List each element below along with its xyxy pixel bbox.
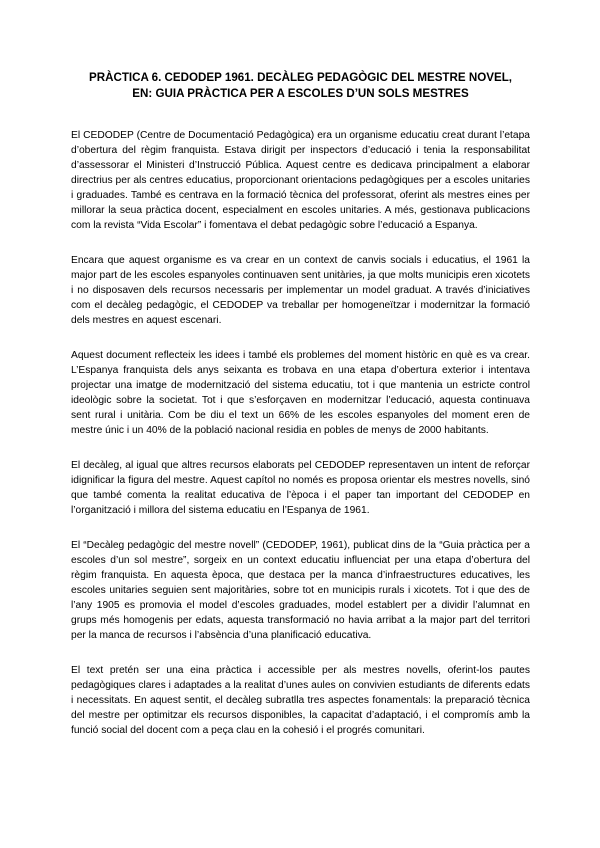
document-title xyxy=(71,70,530,102)
paragraph-decaleg-context: El “Decàleg pedagògic del mestre novell” (CEDODEP, 1961), publicat dins de la “Guia pràctica per a escoles d’un sol mestre”, sorgeix en un context educatiu influenciat per una etapa d’obertura del règim franquista. En aquesta època, que destaca per la manca d’infraestructures educatives, les escoles unitaries seguien sent majoritàries, sobre tot en municipis rurals i xicotets. Tot i que des de l’any 1905 es promovia el model d’escoles graduades, model establert per a dividir l’alumnat en grups més homogenis per edats, aquesta transformació no havia arribat a la major part del territori per la manca de recursos i l’absència d’una planificació educativa. xyxy=(71,540,530,641)
paragraph-decaleg-purpose: El decàleg, al igual que altres recursos elaborats pel CEDODEP representaven un intent de reforçar idignificar la figura del mestre. Aquest capítol no només es proposa orientar els mestres novells, sinó que també comenta la realitat educativa de l’època i el paper tan important del CEDODEP en l’organització i millora del sistema educatiu en l’Espanya de 1961. xyxy=(71,460,530,516)
paragraph-text-aims: El text pretén ser una eina pràctica i accessible per als mestres novells, oferint-los pautes pedagògiques clares i adaptades a la realitat d’unes aules on convivien estudiants de diferents edats i necessitats. En aquest sentit, el decàleg subratlla tres aspectes fonamentals: la preparació tècnica del mestre per optimitzar els recursos disponibles, la capacitat d’adaptació, i el compromís amb la funció social del docent com a peça clau en la cohesió i el progrés comunitari. xyxy=(71,665,530,736)
title-line-1: PRÀCTICA 6. CEDODEP 1961. DECÀLEG PEDAGÒGIC DEL MESTRE NOVEL, xyxy=(88,71,513,84)
paragraph-historical-moment: Aquest document reflecteix les idees i també els problemes del moment històric en què es va crear. L’Espanya franquista dels anys seixanta es trobava en una etapa d’obertura exterior i intentava projectar una imatge de modernització del sistema educatiu, tot i que mantenia un estricte control ideològic sobre la societat. Tot i que s’esforçaven en modernitzar l’educació, aquesta continuava sent rural i unitària. Com be diu el text un 66% de les escoles espanyoles del moment eren de mestre únic i un 40% de la població nacional residia en pobles de menys de 2000 habitants. xyxy=(71,350,530,436)
paragraph-cedodep-intro: El CEDODEP (Centre de Documentació Pedagògica) era un organisme educatiu creat durant l’etapa d’obertura del règim franquista. Estava dirigit per inspectors d’educació i tenia la responsabilitat d’assessorar el Ministeri d’Instrucció Pública. Aquest centre es dedicava principalment a elaborar directrius per als centres educatius, proporcionant orientacions pedagògiques per a escoles unitaries i graduades. També es centrava en la formació tècnica del professorat, oferint als mestres eines per millorar la seua pràctica docent, especialment en escoles unitaries. A més, gestionava publicacions com la revista “Vida Escolar” i fomentava el debat pedagògic sobre l’educació a Espanya. xyxy=(71,130,530,231)
paragraph-context-1961: Encara que aquest organisme es va crear en un context de canvis socials i educatius, el 1961 la major part de les escoles espanyoles continuaven sent unitàries, ja que molts municipis eren xicotets i no disposaven dels recursos necessaris per implementar un model graduat. A través d’iniciatives com el decàleg pedagògic, el CEDODEP va treballar per homogeneïtzar i modernitzar la formació dels mestres en aquest escenari. xyxy=(71,255,530,326)
title-line-2: EN: GUIA PRÀCTICA PER A ESCOLES D’UN SOLS MESTRES xyxy=(132,87,469,100)
